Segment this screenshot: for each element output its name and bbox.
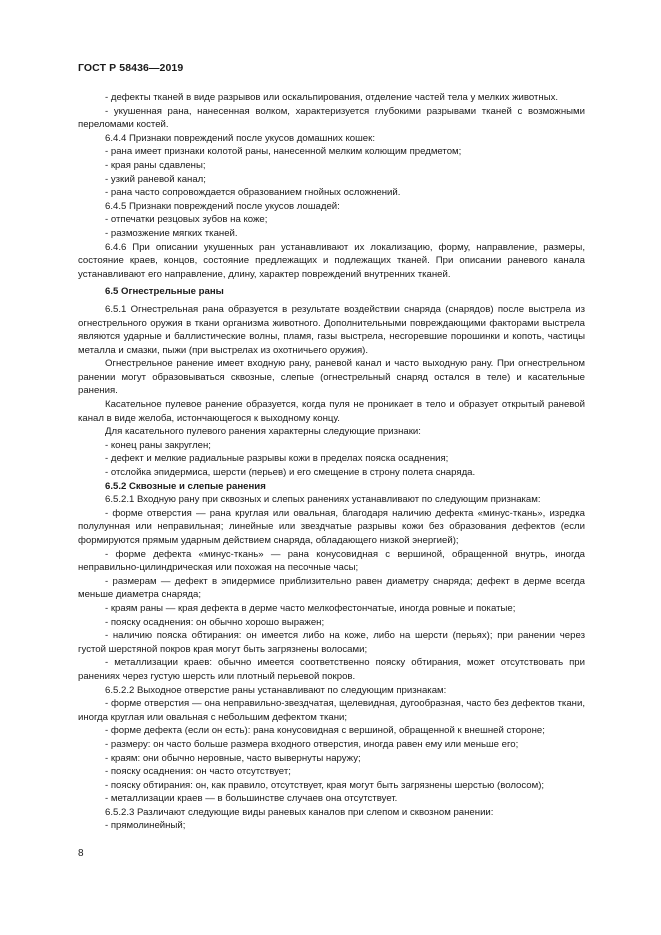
paragraph: - форме дефекта «минус-ткань» — рана конусовидная с вершиной, обращенной внутрь, иногда неправильно-цилиндрическая или похожая на песочные часы; <box>78 548 585 574</box>
section-heading: 6.5.2 Сквозные и слепые ранения <box>105 480 266 492</box>
paragraph: 6.4.5 Признаки повреждений после укусов лошадей: <box>105 200 340 212</box>
paragraph: - отпечатки резцовых зубов на коже; <box>105 214 268 226</box>
paragraph: - дефекты тканей в виде разрывов или оскальпирования, отделение частей тела у мелких животных. <box>105 92 559 103</box>
paragraph: - отслойка эпидермиса, шерсти (перьев) и его смещение в строну полета снаряда. <box>105 467 476 479</box>
paragraph: Касательное пулевое ранение образуется, когда пуля не проникает в тело и образует открытый раневой канал в виде желоба, истончающегося к выходному концу. <box>78 399 585 424</box>
paragraph: - краям раны — края дефекта в дерме часто мелкофестончатые, иногда ровные и покатые; <box>105 602 516 614</box>
paragraph: 6.4.6 При описании укушенных ран устанавливают их локализацию, форму, направление, размеры, состояние краев, концов, состояние предлежащих и подлежащих тканей. При описании раневого канала устанавливают его направление, длину, характер повреждений внутренних тканей. <box>78 241 585 280</box>
paragraph: - размозжение мягких тканей. <box>105 227 238 239</box>
paragraph: 6.5.1 Огнестрельная рана образуется в результате воздействии снаряда (снарядов) после выстрела из огнестрельного оружия в ткани организма животного. Дополнительными повреждающими факторами выстрела являются ударные и баллистические волны, пламя, газы выстрела, несгоревшие порошинки и копоть, частицы металла и смазки, пыжи (при выстрелах из охотничьего оружия). <box>78 303 585 356</box>
paragraph: - размеру: он часто больше размера входного отверстия, иногда равен ему или меньше его; <box>105 738 519 750</box>
paragraph: - прямолинейный; <box>105 820 186 832</box>
paragraph: - наличию пояска обтирания: он имеется либо на коже, либо на шерсти (перьях); при ранении через густой шерстяной покров края могут быть загрязнены волосами; <box>78 630 585 655</box>
section-heading: 6.5 Огнестрельные раны <box>105 286 224 298</box>
paragraph: Для касательного пулевого ранения характерны следующие признаки: <box>105 426 421 438</box>
paragraph: - металлизации краев: обычно имеется соответственно пояску обтирания, может отсутствовать при ранениях через густую шерсть или плотный перьевой покров. <box>78 657 585 682</box>
paragraph: - форме отверстия — она неправильно-звездчатая, щелевидная, дугообразная, часто без дефектов ткани, иногда круглая или овальная с небольшим дефектом ткани; <box>78 698 585 723</box>
document-body <box>78 91 585 833</box>
paragraph: - краям: они обычно неровные, часто вывернуты наружу; <box>105 752 361 764</box>
paragraph: - пояску осаднения: он обычно хорошо выражен; <box>105 616 325 628</box>
paragraph: Огнестрельное ранение имеет входную рану, раневой канал и часто выходную рану. При огнестрельном ранении могут образовываться сквозные, слепые (огнестрельный снаряд остался в теле) и касательные ранения. <box>78 358 585 397</box>
paragraph: 6.5.2.3 Различают следующие виды раневых каналов при слепом и сквозном ранении: <box>105 806 494 818</box>
paragraph: - дефект и мелкие радиальные разрывы кожи в пределах пояска осаднения; <box>105 453 449 465</box>
paragraph: - пояску обтирания: он, как правило, отсутствует, края могут быть загрязнены шерстью (волосом); <box>105 779 545 791</box>
paragraph: - размерам — дефект в эпидермисе приблизительно равен диаметру снаряда; дефект в дерме всегда меньше диаметра снаряда; <box>78 575 585 601</box>
paragraph: - форме отверстия — рана круглая или овальная, благодаря наличию дефекта «минус-ткань», изредка полулунная или неправильная; линейные или звездчатые разрывы кожи без образования дефектов (если формируются прямым ударным действием снаряда, обладающего низкой энергией); <box>78 507 585 546</box>
document-header: ГОСТ Р 58436—2019 <box>78 62 184 74</box>
paragraph: - конец раны закруглен; <box>105 439 211 451</box>
paragraph: - укушенная рана, нанесенная волком, характеризуется глубокими разрывами тканей с возможными переломами костей. <box>78 105 585 131</box>
paragraph: - форме дефекта (если он есть): рана конусовидная с вершиной, обращенной к внешней стороне; <box>105 725 545 737</box>
paragraph: 6.5.2.1 Входную рану при сквозных и слепых ранениях устанавливают по следующим признакам: <box>105 494 541 506</box>
paragraph: - пояску осаднения: он часто отсутствует; <box>105 766 291 778</box>
paragraph: - рана имеет признаки колотой раны, нанесенной мелким колющим предметом; <box>105 146 462 158</box>
paragraph: - металлизации краев — в большинстве случаев она отсутствует. <box>105 793 398 805</box>
paragraph: - края раны сдавлены; <box>105 159 206 171</box>
paragraph: 6.5.2.2 Выходное отверстие раны устанавливают по следующим признакам: <box>105 684 447 696</box>
paragraph: 6.4.4 Признаки повреждений после укусов домашних кошек: <box>105 132 376 144</box>
paragraph: - узкий раневой канал; <box>105 173 206 185</box>
page-number: 8 <box>78 848 84 859</box>
paragraph: - рана часто сопровождается образованием гнойных осложнений. <box>105 187 401 199</box>
